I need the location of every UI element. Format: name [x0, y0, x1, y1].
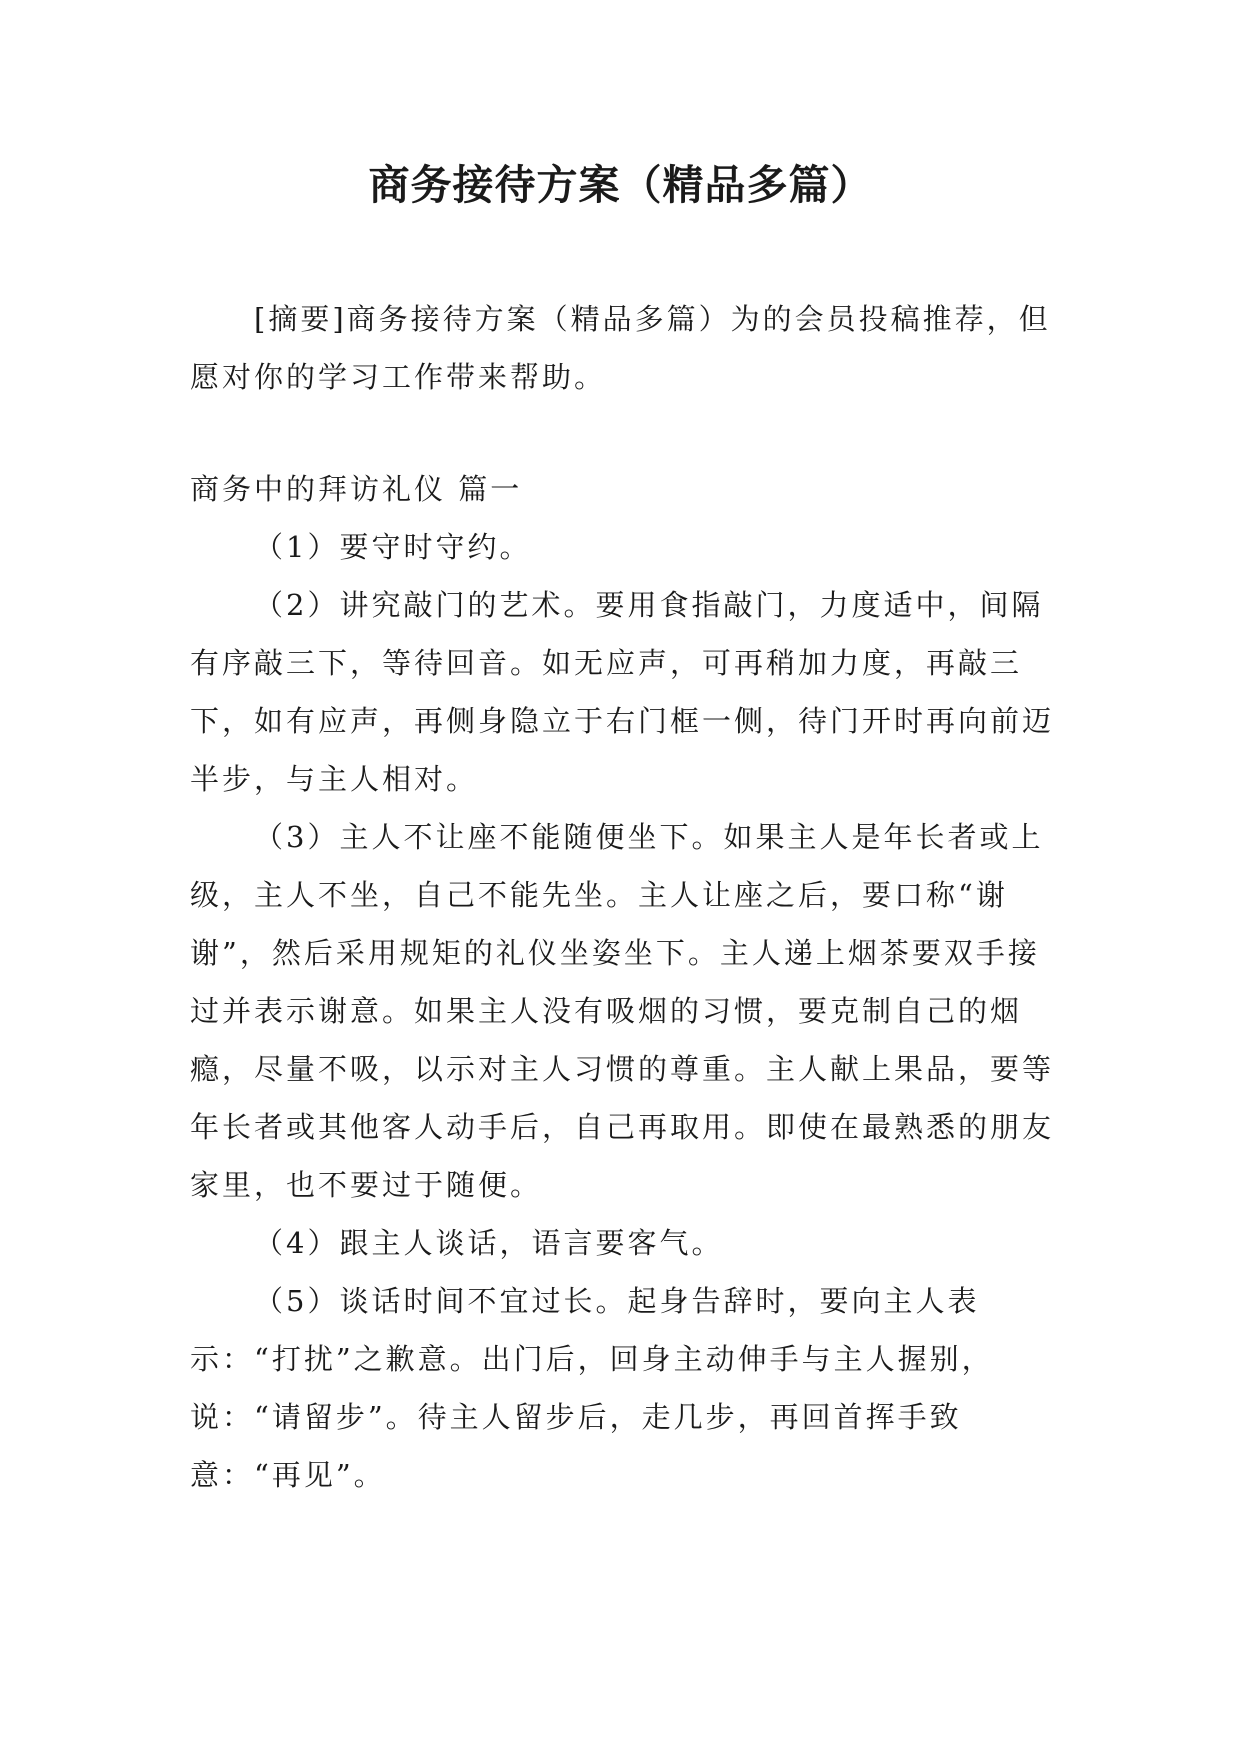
list-item: （3）主人不让座不能随便坐下。如果主人是年长者或上级，主人不坐，自己不能先坐。主人让座之后，要口称“谢谢”，然后采用规矩的礼仪坐姿坐下。主人递上烟茶要双手接过并表示谢意。如果主人没有吸烟的习惯，要克制自己的烟瘾，尽量不吸，以示对主人习惯的尊重。主人献上果品，要等年长者或其他客人动手后，自己再取用。即使在最熟悉的朋友家里，也不要过于随便。	[190, 820, 1055, 1202]
list-item: （5）谈话时间不宜过长。起身告辞时，要向主人表示：“打扰”之歉意。出门后，回身主动伸手与主人握别，说：“请留步”。待主人留步后，走几步，再回首挥手致意：“再见”。	[190, 1284, 994, 1492]
abstract-block	[190, 290, 1070, 406]
section-heading: 商务中的拜访礼仪 篇一	[190, 472, 523, 506]
abstract-paragraph: [摘要]商务接待方案（精品多篇）为的会员投稿推荐，但愿对你的学习工作带来帮助。	[190, 302, 1051, 394]
list-item: （2）讲究敲门的艺术。要用食指敲门，力度适中，间隔有序敲三下，等待回音。如无应声，可再稍加力度，再敲三下，如有应声，再侧身隐立于右门框一侧，待门开时再向前迈半步，与主人相对。	[190, 588, 1055, 796]
document-title: 商务接待方案（精品多篇）	[368, 161, 873, 209]
list-item: （1）要守时守约。	[254, 530, 532, 564]
section-block	[190, 460, 1070, 1504]
list-item: （4）跟主人谈话，语言要客气。	[254, 1226, 724, 1260]
